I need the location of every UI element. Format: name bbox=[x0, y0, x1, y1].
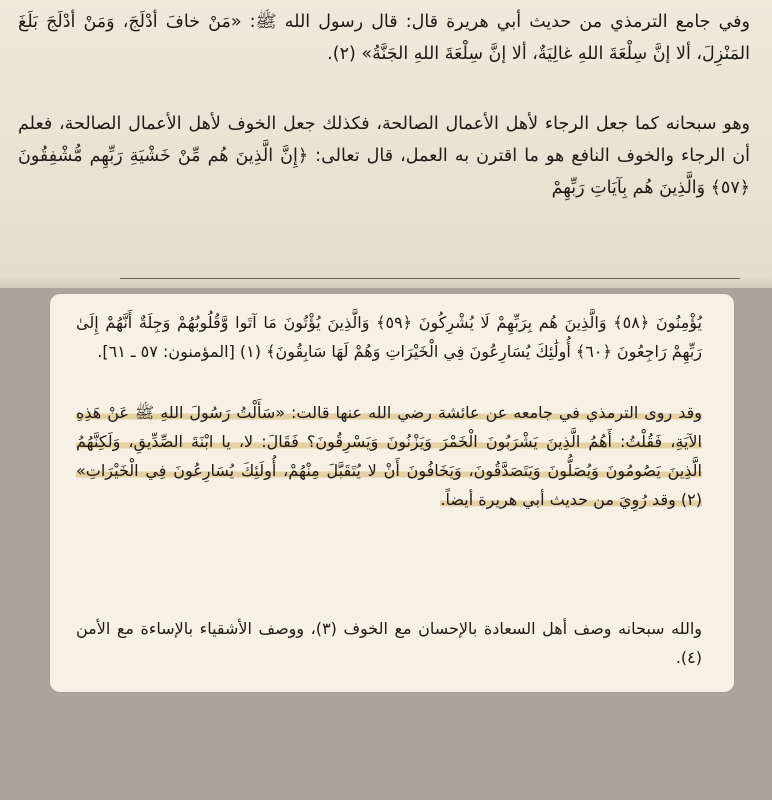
page-fold-shadow bbox=[0, 276, 772, 288]
top-page-photo bbox=[0, 0, 772, 288]
paragraph-quran-verses: يُؤْمِنُونَ ﴿٥٨﴾ وَالَّذِينَ هُم بِرَبِّهِمْ لَا يُشْرِكُونَ ﴿٥٩﴾ وَالَّذِينَ يُؤْتُونَ مَا آتَوا وَّقُلُوبُهُمْ وَجِلَةٌ أَنَّهُمْ إِلَىٰ رَبِّهِمْ رَاجِعُونَ ﴿٦٠﴾ أُولَٰئِكَ يُسَارِعُونَ فِي الْخَيْرَاتِ وَهُمْ لَهَا سَابِقُونَ﴾ (١) [المؤمنون: ٥٧ ـ ٦١]. bbox=[76, 313, 702, 361]
highlighted-hadith-text: وقد روى الترمذي في جامعه عن عائشة رضي الله عنها قالت: «سَأَلْتُ رَسُولَ اللهِ ﷺ عَنْ هَذِهِ الآيَةِ، فَقُلْتُ: أَهُمُ الَّذِينَ يَشْرَبُونَ الْخَمْرَ وَيَزْنُونَ وَيَسْرِقُونَ؟ فَقَالَ: لا، يا ابْنَةَ الصِّدِّيقِ، وَلَكِنَّهُمُ الَّذِينَ يَصُومُونَ وَيُصَلُّونَ وَيَتَصَدَّقُونَ، وَيَخَافُونَ أَنْ لا يُتَقَبَّلَ مِنْهُمْ، أُولَئِكَ يُسَارِعُونَ فِي الْخَيْرَاتِ» (٢) وقد رُوِيَ من حديث أبي هريرة أيضاً. bbox=[76, 403, 702, 509]
paragraph-fear-and-hope: وهو سبحانه كما جعل الرجاء لأهل الأعمال الصالحة، فكذلك جعل الخوف لأهل الأعمال الصالحة، فعلم أن الرجاء والخوف النافع هو ما اقترن به العمل، قال تعالى: ﴿إِنَّ الَّذِينَ هُم مِّنْ خَشْيَةِ رَبِّهِم مُّشْفِقُونَ ﴿٥٧﴾ وَالَّذِينَ هُم بِآيَاتِ رَبِّهِمْ bbox=[18, 114, 750, 198]
paragraph-people-of-happiness: والله سبحانه وصف أهل السعادة بالإحسان مع الخوف (٣)، ووصف الأشقياء بالإساءة مع الأمن (٤). bbox=[76, 619, 703, 667]
paragraph-hadith-aisha bbox=[76, 398, 702, 514]
bottom-page-photo bbox=[50, 294, 734, 692]
paragraph-hadith-abu-hurayra: وفي جامع الترمذي من حديث أبي هريرة قال: قال رسول الله ﷺ: «مَنْ خافَ أدْلَجَ، وَمَنْ أدْلَجَ بَلَغَ المَنْزِلَ، ألا إنَّ سِلْعَةَ اللهِ غالِيَةٌ، ألا إنَّ سِلْعَةَ اللهِ الجَنَّةُ» (٢). bbox=[18, 12, 750, 64]
